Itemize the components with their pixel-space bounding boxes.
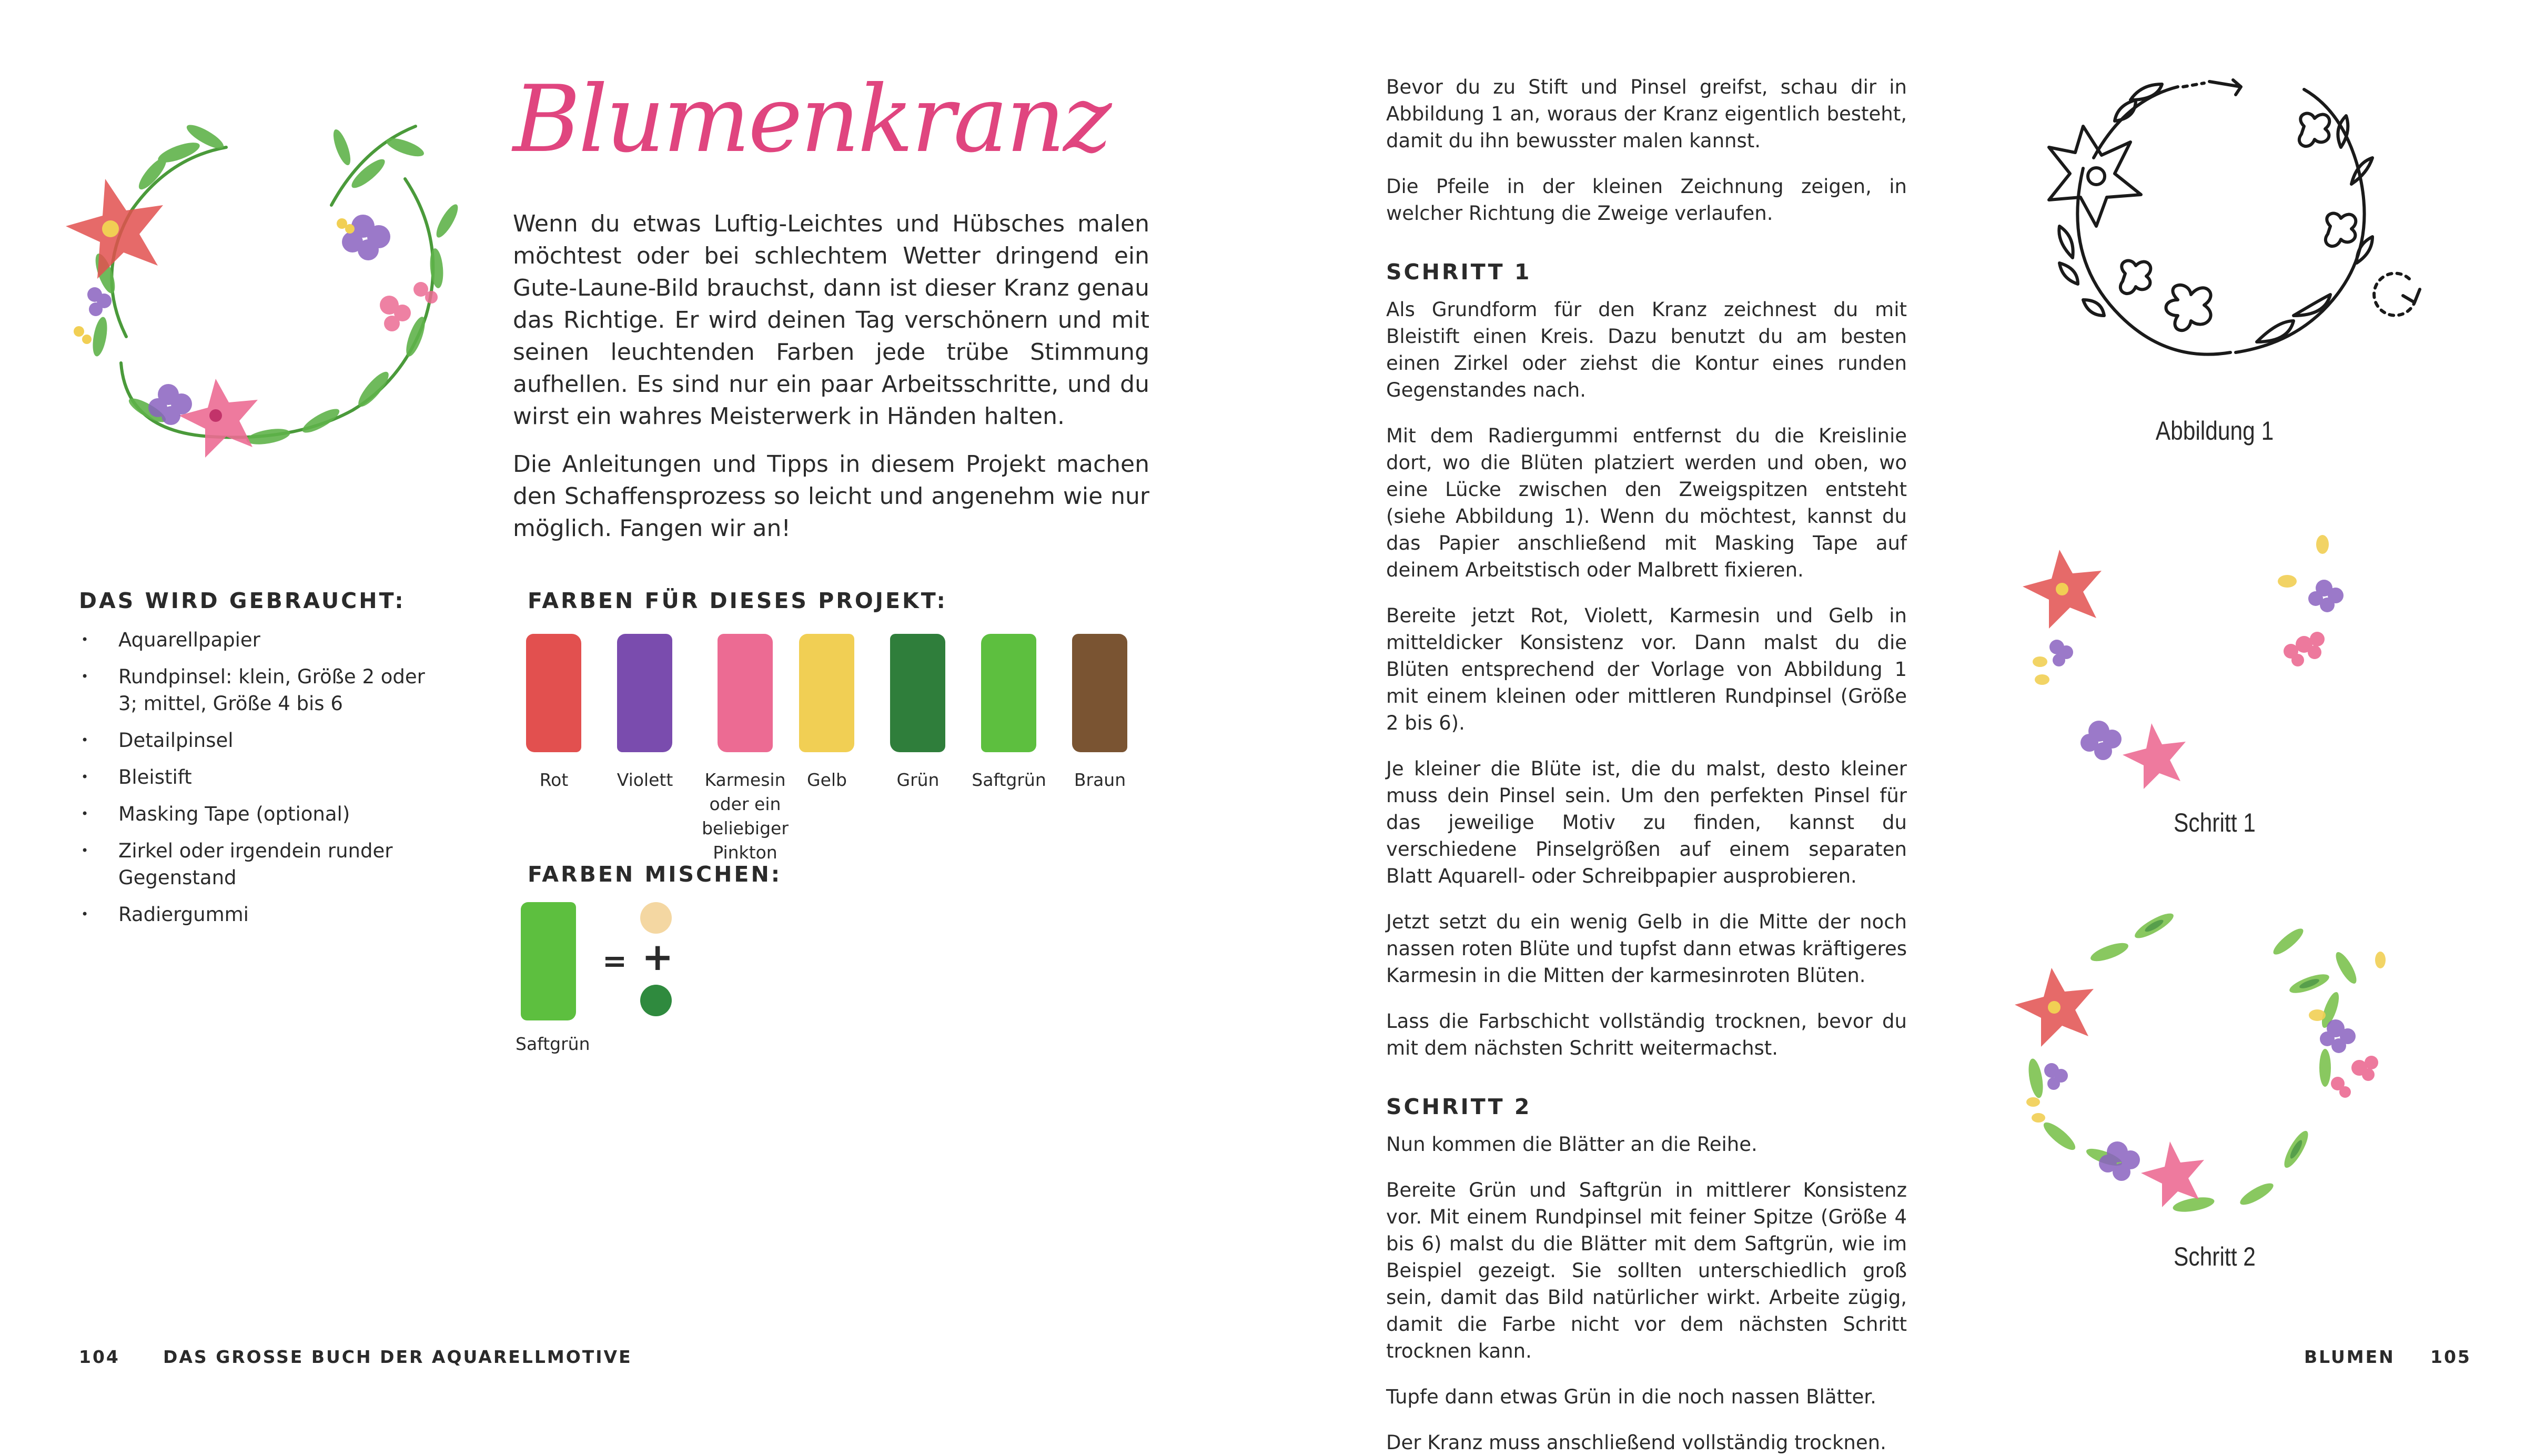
book-title-footer: DAS GROSSE BUCH DER AQUARELLMOTIVE	[163, 1347, 632, 1367]
swatch-label: Gelb	[807, 770, 847, 790]
swatch-color	[617, 634, 672, 752]
page-title: Blumenkranz	[513, 66, 1110, 173]
swatch-color	[1072, 634, 1127, 752]
body-paragraph: Bevor du zu Stift und Pinsel greifst, schau dir in Abbildung 1 an, woraus der Kranz eigentlich besteht, damit du ihn bewusster malen kannst.	[1386, 76, 1907, 152]
step2-heading: SCHRITT 2	[1386, 1094, 1532, 1119]
swatch-gruen	[876, 634, 960, 792]
colors-heading: FARBEN FÜR DIESES PROJEKT:	[528, 588, 947, 613]
swatch-label: Violett	[617, 770, 673, 790]
step1-heading: SCHRITT 1	[1386, 259, 1532, 285]
body-paragraph: Als Grundform für den Kranz zeichnest du mit Bleistift einen Kreis. Dazu benutzt du am besten einen Zirkel oder ziehst die Kontur eines runden Gegenstandes nach.	[1386, 298, 1907, 401]
color-mixing	[516, 902, 684, 1070]
instructions-column	[1386, 74, 1907, 1456]
swatch-color	[799, 634, 854, 752]
intro-paragraph: Die Anleitungen und Tipps in diesem Projekt machen den Schaffensprozess so leicht und angenehm wie nur möglich. Fangen wir an!	[513, 451, 1149, 542]
section-name-footer: BLUMEN	[2304, 1347, 2395, 1367]
body-paragraph: Der Kranz muss anschließend vollständig trocknen.	[1386, 1431, 1886, 1454]
swatch-color	[890, 634, 945, 752]
body-paragraph: Mit dem Radiergummi entfernst du die Kreislinie dort, wo die Blüten platziert werden und oben, wo eine Lücke zwischen den Zweigspitzen entsteht (siehe Abbildung 1). Wenn du möchtest, kannst du das Papier anschließend mit Masking Tape auf deinem Arbeitstisch oder Malbrett fixieren.	[1386, 424, 1907, 581]
list-item: • Rundpinsel: klein, Größe 2 oder 3; mittel, Größe 4 bis 6	[79, 663, 447, 717]
swatch-label: Saftgrün	[972, 770, 1046, 790]
list-item: • Masking Tape (optional)	[79, 801, 447, 827]
materials-section	[79, 588, 447, 938]
mixing-ingredient-dot	[640, 985, 672, 1016]
body-paragraph: Die Pfeile in der kleinen Zeichnung zeigen, in welcher Richtung die Zweige verlaufen.	[1386, 175, 1907, 225]
list-item: • Radiergummi	[79, 901, 447, 928]
swatch-braun	[1058, 634, 1142, 792]
swatch-label: Braun	[1074, 770, 1126, 790]
list-item: • Aquarellpapier	[79, 626, 447, 653]
intro-text	[513, 208, 1149, 544]
materials-heading: DAS WIRD GEBRAUCHT:	[79, 588, 406, 613]
figure-step2-flowers-leaves	[2009, 910, 2409, 1236]
page-number-left: 104	[79, 1347, 120, 1367]
list-item: • Detailpinsel	[79, 727, 447, 754]
swatch-color	[718, 634, 773, 752]
swatch-karmesin	[694, 634, 796, 865]
swatch-violett	[603, 634, 687, 792]
swatch-saftgruen	[967, 634, 1051, 792]
figure-step1-flowers	[2009, 526, 2388, 800]
mixing-result-label: Saftgrün	[516, 1034, 590, 1054]
swatch-color	[981, 634, 1036, 752]
figure-3-caption: Schritt 2	[2174, 1242, 2256, 1271]
body-paragraph: Bereite Grün und Saftgrün in mittlerer Konsistenz vor. Mit einem Rundpinsel mit feiner Spitze (Größe 4 bis 6) malst du die Blätter mit dem Saftgrün, wie im Beispiel gezeigt. Sie sollten unterschiedlich groß sein, damit das Bild natürlicher wirkt. Arbeite zügig, damit die Farbe nicht vor dem nächsten Schritt trocknen kann.	[1386, 1179, 1907, 1362]
materials-list	[79, 626, 447, 928]
watercolor-wreath-illustration	[47, 116, 468, 494]
plus-sign: +	[642, 935, 674, 979]
swatch-label: Karmesin oder ein beliebiger Pinkton	[702, 770, 789, 863]
list-item: • Bleistift	[79, 764, 447, 791]
body-paragraph: Tupfe dann etwas Grün in die noch nassen Blätter.	[1386, 1386, 1876, 1408]
body-paragraph: Nun kommen die Blätter an die Reihe.	[1386, 1133, 1758, 1156]
page-number-right: 105	[2430, 1347, 2471, 1367]
swatch-label: Grün	[896, 770, 940, 790]
swatch-gelb	[785, 634, 869, 792]
body-paragraph: Bereite jetzt Rot, Violett, Karmesin und Gelb in mitteldicker Konsistenz vor. Dann malst du die Blüten entsprechend der Vorlage von Abbildung 1 mit einem kleinen oder mittleren Rundpinsel (Größe 2 bis 6).	[1386, 604, 1907, 734]
mixing-heading: FARBEN MISCHEN:	[528, 862, 782, 887]
mixing-ingredient-dot	[640, 902, 672, 934]
body-paragraph: Je kleiner die Blüte ist, die du malst, desto kleiner muss dein Pinsel sein. Um den perfekten Pinsel für das jeweilige Motiv zu finden, kannst du verschiedene Pinselgrößen auf einem separaten Blatt Aquarell- oder Schreibpapier ausprobieren.	[1386, 757, 1907, 887]
body-paragraph: Lass die Farbschicht vollständig trocknen, bevor du mit dem nächsten Schritt weitermachst.	[1386, 1010, 1907, 1059]
intro-paragraph: Wenn du etwas Luftig-Leichtes und Hübsches malen möchtest oder bei schlechtem Wetter dringend ein Gute-Laune-Bild brauchst, dann ist dieser Kranz genau das Richtige. Er wird deinen Tag verschönern und mit seinen leuchtenden Farben jede trübe Stimmung aufhellen. Es sind nur ein paar Arbeitsschritte, und du wirst ein wahres Meisterwerk in Händen halten.	[513, 210, 1149, 430]
swatch-color	[526, 634, 581, 752]
swatch-label: Rot	[539, 770, 569, 790]
color-swatches	[512, 634, 1164, 863]
list-item: • Zirkel oder irgendein runder Gegenstand	[79, 837, 447, 891]
mixing-result-swatch	[521, 902, 576, 1020]
equals-sign: =	[602, 944, 627, 978]
figure-1-caption: Abbildung 1	[2155, 416, 2274, 446]
figure-1-line-drawing	[2009, 68, 2457, 395]
figure-2-caption: Schritt 1	[2174, 808, 2256, 837]
swatch-rot	[512, 634, 596, 792]
body-paragraph: Jetzt setzt du ein wenig Gelb in die Mitte der noch nassen roten Blüte und tupfst dann etwas kräftigeres Karmesin in die Mitten der karmesinroten Blüten.	[1386, 911, 1907, 987]
